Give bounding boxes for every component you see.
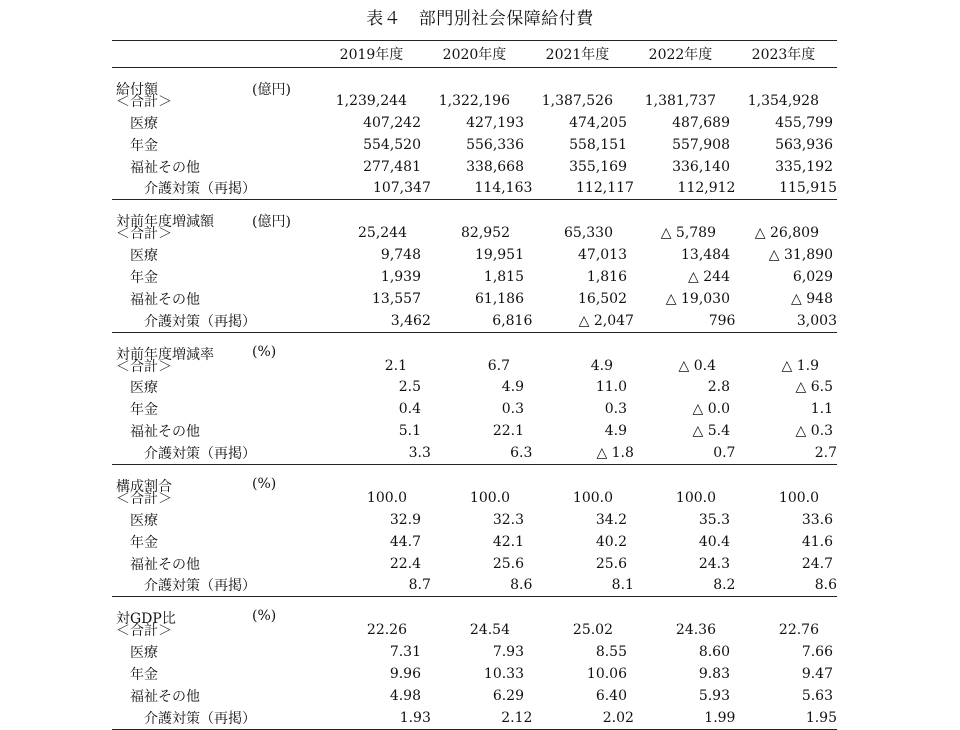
table-cell: 3.3 [408, 445, 431, 462]
table-cell: 1.93 [399, 709, 431, 726]
table-cell: 107,347 [372, 180, 431, 197]
table-cell: 47,013 [578, 247, 627, 264]
table-cell: 563,936 [775, 136, 833, 153]
row-label: 年金 [130, 534, 158, 551]
table-cell: 6.3 [510, 445, 533, 462]
table-cell: 22.4 [389, 555, 421, 572]
row-label: 年金 [130, 402, 158, 419]
table-cell: 10.33 [483, 665, 524, 682]
table-cell: 100.0 [469, 489, 510, 506]
year-header: 2021年度 [545, 47, 610, 63]
table-cell: 34.2 [595, 511, 627, 528]
table-cell: 6,816 [492, 312, 533, 329]
table-cell: 0.7 [713, 445, 736, 462]
row-label: 介護対策（再掲） [144, 181, 256, 198]
table-cell: 13,557 [372, 290, 421, 307]
table-cell: 40.2 [595, 533, 627, 550]
table-cell: 554,520 [363, 136, 421, 153]
row-label: ＜合計＞ [116, 226, 172, 243]
table-cell: 5.63 [801, 687, 833, 704]
table-cell: 8.7 [408, 577, 431, 594]
table-cell: 33.6 [801, 511, 833, 528]
table-cell: 0.3 [604, 401, 627, 418]
table-cell: 82,952 [461, 225, 510, 242]
table-cell: 112,912 [677, 180, 736, 197]
table-cell: 1.99 [704, 709, 736, 726]
table-section [112, 465, 837, 597]
table-cell: △ 244 [688, 268, 730, 285]
table-cell: 1.95 [805, 709, 837, 726]
table-cell: 407,242 [363, 114, 421, 131]
table-cell: 8.6 [814, 577, 837, 594]
table-row [112, 398, 837, 420]
table-section [112, 597, 837, 729]
table-cell: 557,908 [672, 136, 730, 153]
benefits-table [112, 40, 837, 730]
table-cell: 355,169 [569, 158, 627, 175]
table-cell: 22.1 [492, 423, 524, 440]
year-header: 2022年度 [648, 47, 713, 63]
table-cell: △ 6.5 [795, 379, 833, 396]
row-label: ＜合計＞ [116, 93, 172, 110]
table-cell: 10.06 [586, 665, 627, 682]
table-cell: 9.83 [698, 665, 730, 682]
table-cell: 427,193 [466, 114, 524, 131]
table-cell: 22.76 [778, 622, 819, 639]
table-cell: △ 5.4 [692, 423, 730, 440]
table-cell: △ 0.3 [795, 423, 833, 440]
section-header-row [112, 597, 837, 628]
row-label: 介護対策（再掲） [144, 313, 256, 330]
section-unit: (%) [252, 608, 277, 625]
row-label: 福祉その他 [130, 556, 200, 573]
table-cell: 25,244 [358, 225, 407, 242]
table-row [112, 509, 837, 531]
table-cell: 5.93 [698, 687, 730, 704]
table-cell: △ 1.9 [781, 357, 819, 374]
table-cell: 16,502 [578, 290, 627, 307]
table-cell: 41.6 [801, 533, 833, 550]
table-cell: 8.55 [595, 644, 627, 661]
table-cell: 8.6 [510, 577, 533, 594]
table-row [112, 177, 837, 199]
table-row [112, 244, 837, 266]
table-cell: 32.9 [389, 511, 421, 528]
table-cell: 455,799 [775, 114, 833, 131]
table-cell: 277,481 [363, 158, 421, 175]
table-cell: 1,239,244 [335, 92, 407, 109]
section-name: 給付額 [116, 81, 158, 98]
row-label: 福祉その他 [130, 688, 200, 705]
table-row [112, 134, 837, 156]
table-row [112, 156, 837, 178]
section-name: 対前年度増減率 [116, 346, 214, 363]
table-cell: 6,029 [792, 268, 833, 285]
table-cell: 6.40 [595, 687, 627, 704]
table-section [112, 68, 837, 200]
table-cell: 35.3 [698, 511, 730, 528]
section-unit: (%) [252, 475, 277, 492]
table-cell: 3,462 [390, 312, 431, 329]
section-name: 構成割合 [116, 478, 172, 495]
section-unit: (%) [252, 343, 277, 360]
table-cell: 2.1 [384, 357, 407, 374]
table-section [112, 333, 837, 465]
header-row [112, 40, 837, 68]
row-label: 福祉その他 [130, 291, 200, 308]
table-row [112, 112, 837, 134]
row-label: 医療 [130, 380, 158, 397]
table-cell: 4.9 [501, 379, 524, 396]
table-cell: 25.6 [492, 555, 524, 572]
table-cell: 1,387,526 [541, 92, 613, 109]
table-cell: 22.26 [366, 622, 407, 639]
table-cell: 0.4 [398, 401, 421, 418]
row-label: 医療 [130, 645, 158, 662]
table-cell: 4.9 [604, 423, 627, 440]
table-cell: 19,951 [475, 247, 524, 264]
table-cell: 2.5 [398, 379, 421, 396]
table-cell: 6.7 [487, 357, 510, 374]
table-cell: 2.12 [501, 709, 533, 726]
table-row [112, 222, 837, 244]
table-cell: 6.29 [492, 687, 524, 704]
table-cell: 11.0 [595, 379, 627, 396]
table-cell: 336,140 [672, 158, 730, 175]
table-cell: 4.98 [389, 687, 421, 704]
section-name: 対前年度増減額 [116, 214, 214, 231]
year-header: 2019年度 [339, 47, 404, 63]
table-cell: 3,003 [796, 312, 837, 329]
table-cell: 556,336 [466, 136, 524, 153]
table-cell: 4.9 [590, 357, 613, 374]
table-cell: 1,816 [586, 268, 627, 285]
table-cell: 25.6 [595, 555, 627, 572]
table-cell: 100.0 [675, 489, 716, 506]
table-cell: 112,117 [576, 180, 634, 197]
table-cell: 338,668 [466, 158, 524, 175]
row-label: ＜合計＞ [116, 490, 172, 507]
table-row [112, 619, 837, 641]
table-cell: 24.7 [801, 555, 833, 572]
row-label: ＜合計＞ [116, 358, 172, 375]
table-cell: 8.2 [713, 577, 736, 594]
table-cell: 5.1 [398, 423, 421, 440]
row-label: 年金 [130, 137, 158, 154]
table-cell: 61,186 [475, 290, 524, 307]
table-cell: 335,192 [775, 158, 833, 175]
section-unit: (億円) [252, 214, 291, 231]
row-label: 介護対策（再掲） [144, 446, 256, 463]
section-header-row [112, 333, 837, 363]
table-cell: 0.3 [501, 401, 524, 418]
table-row [112, 641, 837, 663]
table-cell: 1,939 [380, 268, 421, 285]
table-row [112, 442, 837, 464]
row-label: 介護対策（再掲） [144, 578, 256, 595]
table-row [112, 574, 837, 596]
table-cell: △ 19,030 [665, 290, 730, 307]
table-cell: 100.0 [778, 489, 819, 506]
table-cell: △ 0.4 [678, 357, 716, 374]
row-label: ＜合計＞ [116, 623, 172, 640]
row-label: 福祉その他 [130, 424, 200, 441]
table-cell: 2.02 [602, 709, 634, 726]
table-row [112, 288, 837, 310]
table-row [112, 553, 837, 575]
table-cell: 25.02 [572, 622, 613, 639]
table-cell: △ 948 [791, 290, 833, 307]
table-cell: 8.60 [698, 644, 730, 661]
row-label: 医療 [130, 115, 158, 132]
table-cell: 1,322,196 [438, 92, 510, 109]
table-row [112, 266, 837, 288]
table-cell: 487,689 [672, 114, 730, 131]
table-cell: 9.96 [389, 665, 421, 682]
table-cell: 42.1 [492, 533, 524, 550]
section-name: 対GDP比 [116, 611, 176, 628]
table-row [112, 376, 837, 398]
table-cell: 100.0 [366, 489, 407, 506]
table-cell: 65,330 [564, 225, 613, 242]
table-cell: 24.36 [675, 622, 716, 639]
table-cell: 114,163 [474, 180, 533, 197]
table-cell: 44.7 [389, 533, 421, 550]
table-cell: 1.1 [810, 401, 833, 418]
table-cell: △ 5,789 [660, 225, 716, 242]
section-unit: (億円) [252, 81, 291, 98]
table-cell: 7.66 [801, 644, 833, 661]
table-section [112, 200, 837, 332]
table-cell: 8.1 [611, 577, 634, 594]
row-label: 年金 [130, 269, 158, 286]
year-header: 2023年度 [751, 47, 816, 63]
table-cell: 9.47 [801, 665, 833, 682]
section-header-row [112, 465, 837, 495]
table-cell: 474,205 [569, 114, 627, 131]
section-header-row [112, 68, 837, 98]
table-cell: 100.0 [572, 489, 613, 506]
table-row [112, 487, 837, 509]
table-cell: △ 31,890 [768, 247, 833, 264]
table-cell: 40.4 [698, 533, 730, 550]
table-cell: 13,484 [681, 247, 730, 264]
section-header-row [112, 200, 837, 231]
table-cell: 2.8 [707, 379, 730, 396]
table-row [112, 663, 837, 685]
table-cell: 1,381,737 [644, 92, 716, 109]
table-cell: 796 [708, 312, 736, 329]
table-cell: △ 26,809 [754, 225, 819, 242]
table-cell: △ 0.0 [692, 401, 730, 418]
table-cell: 7.31 [389, 644, 421, 661]
table-cell: 115,915 [779, 180, 837, 197]
row-label: 医療 [130, 512, 158, 529]
table-cell: 9,748 [380, 247, 421, 264]
table-cell: 24.54 [469, 622, 510, 639]
row-label: 医療 [130, 248, 158, 265]
table-row [112, 531, 837, 553]
table-row [112, 420, 837, 442]
table-cell: 32.3 [492, 511, 524, 528]
table-cell: △ 2,047 [578, 312, 634, 329]
table-row [112, 685, 837, 707]
table-row [112, 90, 837, 112]
table-cell: 558,151 [569, 136, 627, 153]
table-title: 表４ 部門別社会保障給付費 [366, 9, 594, 29]
row-label: 年金 [130, 666, 158, 683]
table-row [112, 310, 837, 332]
table-cell: 7.93 [492, 644, 524, 661]
table-row [112, 355, 837, 377]
table-body [112, 68, 837, 730]
year-header: 2020年度 [442, 47, 507, 63]
table-cell: △ 1.8 [596, 445, 634, 462]
row-label: 介護対策（再掲） [144, 710, 256, 727]
table-row [112, 707, 837, 729]
table-cell: 1,815 [483, 268, 524, 285]
table-cell: 2.7 [814, 445, 837, 462]
table-cell: 24.3 [698, 555, 730, 572]
row-label: 福祉その他 [130, 159, 200, 176]
table-cell: 1,354,928 [747, 92, 819, 109]
